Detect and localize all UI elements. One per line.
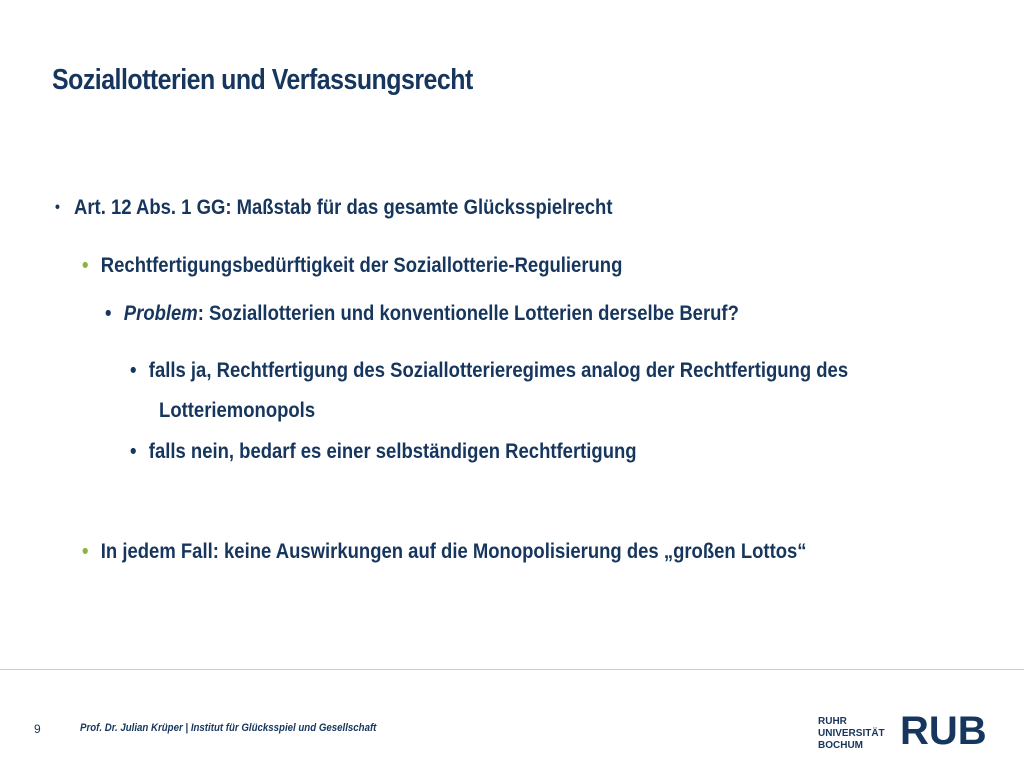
logo-line: BOCHUM bbox=[818, 740, 863, 751]
university-name bbox=[818, 716, 885, 752]
logo-line: UNIVERSITÄT bbox=[818, 728, 885, 739]
bullet-text-continued: Lotteriemonopols bbox=[159, 399, 316, 422]
bullet-text: Rechtfertigungsbedürftigkeit der Soziallotterie-Regulierung bbox=[100, 254, 623, 277]
bullet-text: , bedarf es einer selbständigen Rechtfertigung bbox=[228, 440, 637, 463]
bullet-level2 bbox=[105, 302, 739, 326]
bullet-marker: • bbox=[82, 540, 89, 563]
bullet-level1 bbox=[82, 254, 622, 278]
rub-logo-icon bbox=[900, 708, 992, 748]
bullet-marker: • bbox=[130, 440, 137, 463]
bullet-pre: falls bbox=[148, 359, 191, 382]
logo-line: RUHR bbox=[818, 716, 847, 727]
bullet-pre: falls bbox=[148, 440, 191, 463]
bullet-strong: keine bbox=[224, 540, 272, 563]
bullet-level3-ja bbox=[130, 351, 848, 431]
bullet-strong: nein bbox=[190, 440, 229, 463]
bullet-pre: In jedem Fall: bbox=[100, 540, 225, 563]
bullet-text: Auswirkungen auf die Monopolisierung des „großen Lottos“ bbox=[271, 540, 807, 563]
bullet-text: Art. 12 Abs. 1 GG: Maßstab für das gesamte Glücksspielrecht bbox=[74, 196, 613, 219]
page-number: 9 bbox=[34, 722, 41, 736]
bullet-marker: • bbox=[130, 359, 137, 382]
bullet-marker: • bbox=[55, 199, 60, 216]
bullet-strong: ja bbox=[190, 359, 207, 382]
bullet-text: : Soziallotterien und konventionelle Lotterien derselbe Beruf? bbox=[197, 302, 739, 325]
bullet-marker: • bbox=[105, 302, 112, 325]
slide-title: Soziallotterien und Verfassungsrecht bbox=[52, 64, 473, 96]
logo-mark: RUB bbox=[900, 709, 987, 748]
footer-text: Prof. Dr. Julian Krüper | Institut für Glücksspiel und Gesellschaft bbox=[80, 722, 377, 734]
bullet-level0 bbox=[55, 196, 613, 220]
bullet-level3-nein bbox=[130, 440, 637, 464]
bullet-marker: • bbox=[82, 254, 89, 277]
bullet-text: , Rechtfertigung des Soziallotterieregimes analog der Rechtfertigung des bbox=[206, 359, 849, 382]
bullet-level1-conclusion bbox=[82, 540, 807, 564]
footer-divider bbox=[0, 669, 1024, 670]
bullet-italic: Problem bbox=[123, 302, 198, 325]
